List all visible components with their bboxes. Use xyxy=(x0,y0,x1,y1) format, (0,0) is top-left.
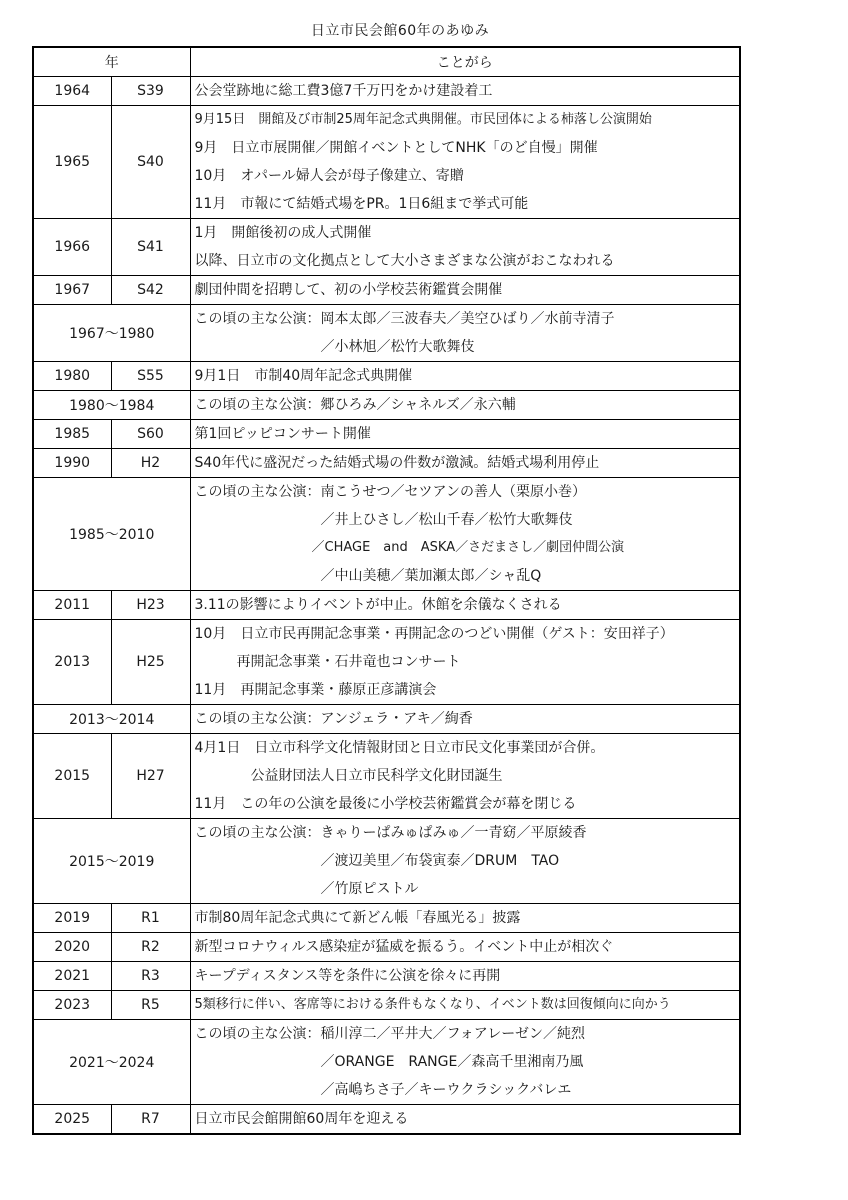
events-cell xyxy=(190,391,740,420)
events-cell xyxy=(190,478,740,591)
year-cell: 2020 xyxy=(33,933,111,962)
table-row xyxy=(33,77,740,106)
event-line: 4月1日 日立市科学文化情報財団と日立市民文化事業団が合併。 xyxy=(194,740,605,756)
event-line: 3.11の影響によりイベントが中止。休館を余儀なくされる xyxy=(194,597,562,613)
table-row xyxy=(33,391,740,420)
event-line: 第1回ピッピコンサート開催 xyxy=(194,426,371,442)
event-line: 市制80周年記念式典にて新どん帳「春風光る」披露 xyxy=(194,910,521,926)
events-cell xyxy=(190,276,740,305)
era-cell: H23 xyxy=(111,591,190,620)
era-cell: H25 xyxy=(111,620,190,705)
period-cell: 2013～2014 xyxy=(33,705,190,734)
event-line: 11月 この年の公演を最後に小学校芸術鑑賞会が幕を閉じる xyxy=(194,796,577,812)
era-cell: S41 xyxy=(111,219,190,276)
year-cell: 2023 xyxy=(33,991,111,1020)
era-cell: S42 xyxy=(111,276,190,305)
event-line: 11月 市報にて結婚式場をPR。1日6組まで挙式可能 xyxy=(194,196,529,212)
events-cell xyxy=(190,420,740,449)
event-line: 公会堂跡地に総工費3億7千万円をかけ建設着工 xyxy=(194,83,493,99)
events-cell xyxy=(190,962,740,991)
event-line: 公益財団法人日立市民科学文化財団誕生 xyxy=(194,768,503,784)
event-line: ／CHAGE and ASKA／さだまさし／劇団仲間公演 xyxy=(194,540,625,555)
table-row xyxy=(33,1105,740,1135)
events-cell xyxy=(190,904,740,933)
event-line: 5類移行に伴い、客席等における条件もなくなり、イベント数は回復傾向に向かう xyxy=(194,997,671,1012)
page-title: 日立市民会館60年のあゆみ xyxy=(310,23,490,39)
table-row xyxy=(33,933,740,962)
table-row xyxy=(33,734,740,819)
table-row xyxy=(33,305,740,362)
event-line: ／井上ひさし／松山千春／松竹大歌舞伎 xyxy=(194,512,573,528)
table-row xyxy=(33,705,740,734)
era-cell: S60 xyxy=(111,420,190,449)
event-line: 11月 再開記念事業・藤原正彦講演会 xyxy=(194,682,437,698)
event-line: この頃の主な公演：郷ひろみ／シャネルズ／永六輔 xyxy=(194,397,516,413)
event-line: ／小林旭／松竹大歌舞伎 xyxy=(194,339,475,355)
era-cell: R2 xyxy=(111,933,190,962)
event-line: この頃の主な公演：アンジェラ・アキ／絢香 xyxy=(194,711,473,727)
history-rows xyxy=(33,77,740,1135)
events-cell xyxy=(190,705,740,734)
event-line: この頃の主な公演：南こうせつ／セツアンの善人（栗原小巻） xyxy=(194,484,586,500)
table-row xyxy=(33,106,740,219)
year-cell: 2021 xyxy=(33,962,111,991)
table-row xyxy=(33,904,740,933)
event-line: 9月15日 開館及び市制25周年記念式典開催。市民団体による柿落し公演開始 xyxy=(194,112,652,127)
events-cell xyxy=(190,620,740,705)
event-line: ／渡辺美里／布袋寅泰／DRUM TAO xyxy=(194,853,560,869)
table-row xyxy=(33,420,740,449)
events-cell xyxy=(190,591,740,620)
event-line: ／竹原ピストル xyxy=(194,881,419,897)
event-line: 新型コロナウィルス感染症が猛威を振るう。イベント中止が相次ぐ xyxy=(194,939,614,955)
year-cell: 1990 xyxy=(33,449,111,478)
table-row xyxy=(33,962,740,991)
history-table xyxy=(32,46,741,1135)
events-cell xyxy=(190,933,740,962)
year-cell: 1966 xyxy=(33,219,111,276)
events-cell xyxy=(190,449,740,478)
event-line: 10月 オパール婦人会が母子像建立、寄贈 xyxy=(194,168,464,184)
period-cell: 1967～1980 xyxy=(33,305,190,362)
event-line: 9月 日立市展開催／開館イベントとしてNHK「のど自慢」開催 xyxy=(194,140,598,156)
year-cell: 1967 xyxy=(33,276,111,305)
events-cell xyxy=(190,362,740,391)
event-line: 日立市民会館開館60周年を迎える xyxy=(194,1111,409,1127)
year-cell: 2015 xyxy=(33,734,111,819)
year-cell: 2011 xyxy=(33,591,111,620)
era-cell: H27 xyxy=(111,734,190,819)
events-header: ことがら xyxy=(190,47,740,77)
table-row xyxy=(33,620,740,705)
year-cell: 1965 xyxy=(33,106,111,219)
event-line: 1月 開館後初の成人式開催 xyxy=(194,225,372,241)
year-cell: 2025 xyxy=(33,1105,111,1135)
era-cell: R3 xyxy=(111,962,190,991)
era-cell: S40 xyxy=(111,106,190,219)
header-row xyxy=(33,47,740,77)
era-cell: S39 xyxy=(111,77,190,106)
events-cell xyxy=(190,219,740,276)
table-row xyxy=(33,1020,740,1105)
table-row xyxy=(33,819,740,904)
year-cell: 1980 xyxy=(33,362,111,391)
event-line: この頃の主な公演：岡本太郎／三波春夫／美空ひばり／水前寺清子 xyxy=(194,311,615,327)
events-cell xyxy=(190,1020,740,1105)
period-cell: 2015～2019 xyxy=(33,819,190,904)
era-cell: R7 xyxy=(111,1105,190,1135)
events-cell xyxy=(190,1105,740,1135)
era-cell: R1 xyxy=(111,904,190,933)
period-cell: 1980～1984 xyxy=(33,391,190,420)
year-header: 年 xyxy=(33,47,190,77)
events-cell xyxy=(190,734,740,819)
period-cell: 1985～2010 xyxy=(33,478,190,591)
event-line: 劇団仲間を招聘して、初の小学校芸術鑑賞会開催 xyxy=(194,282,503,298)
table-row xyxy=(33,591,740,620)
year-cell: 2019 xyxy=(33,904,111,933)
table-row xyxy=(33,478,740,591)
table-row xyxy=(33,449,740,478)
events-cell xyxy=(190,991,740,1020)
table-row xyxy=(33,362,740,391)
year-cell: 1964 xyxy=(33,77,111,106)
events-cell xyxy=(190,305,740,362)
era-cell: S55 xyxy=(111,362,190,391)
event-line: 以降、日立市の文化拠点として大小さまざまな公演がおこなわれる xyxy=(194,253,615,269)
events-cell xyxy=(190,106,740,219)
event-line: ／ORANGE RANGE／森高千里湘南乃風 xyxy=(194,1054,584,1070)
event-line: キープディスタンス等を条件に公演を徐々に再開 xyxy=(194,968,501,984)
event-line: 10月 日立市民再開記念事業・再開記念のつどい開催（ゲスト：安田祥子） xyxy=(194,626,674,642)
event-line: ／高嶋ちさ子／キーウクラシックバレエ xyxy=(194,1082,572,1098)
table-row xyxy=(33,219,740,276)
events-cell xyxy=(190,819,740,904)
era-cell: H2 xyxy=(111,449,190,478)
event-line: 9月1日 市制40周年記念式典開催 xyxy=(194,368,413,384)
era-cell: R5 xyxy=(111,991,190,1020)
year-cell: 2013 xyxy=(33,620,111,705)
event-line: この頃の主な公演：稲川淳二／平井大／フォアレーゼン／純烈 xyxy=(194,1026,585,1042)
event-line: S40年代に盛況だった結婚式場の件数が激減。結婚式場利用停止 xyxy=(194,455,600,471)
events-cell xyxy=(190,77,740,106)
table-row xyxy=(33,991,740,1020)
event-line: ／中山美穂／葉加瀬太郎／シャ乱Q xyxy=(194,568,542,584)
period-cell: 2021～2024 xyxy=(33,1020,190,1105)
year-cell: 1985 xyxy=(33,420,111,449)
table-row xyxy=(33,276,740,305)
event-line: この頃の主な公演：きゃりーぱみゅぱみゅ／一青窈／平原綾香 xyxy=(194,825,587,841)
event-line: 再開記念事業・石井竜也コンサート xyxy=(194,654,461,670)
